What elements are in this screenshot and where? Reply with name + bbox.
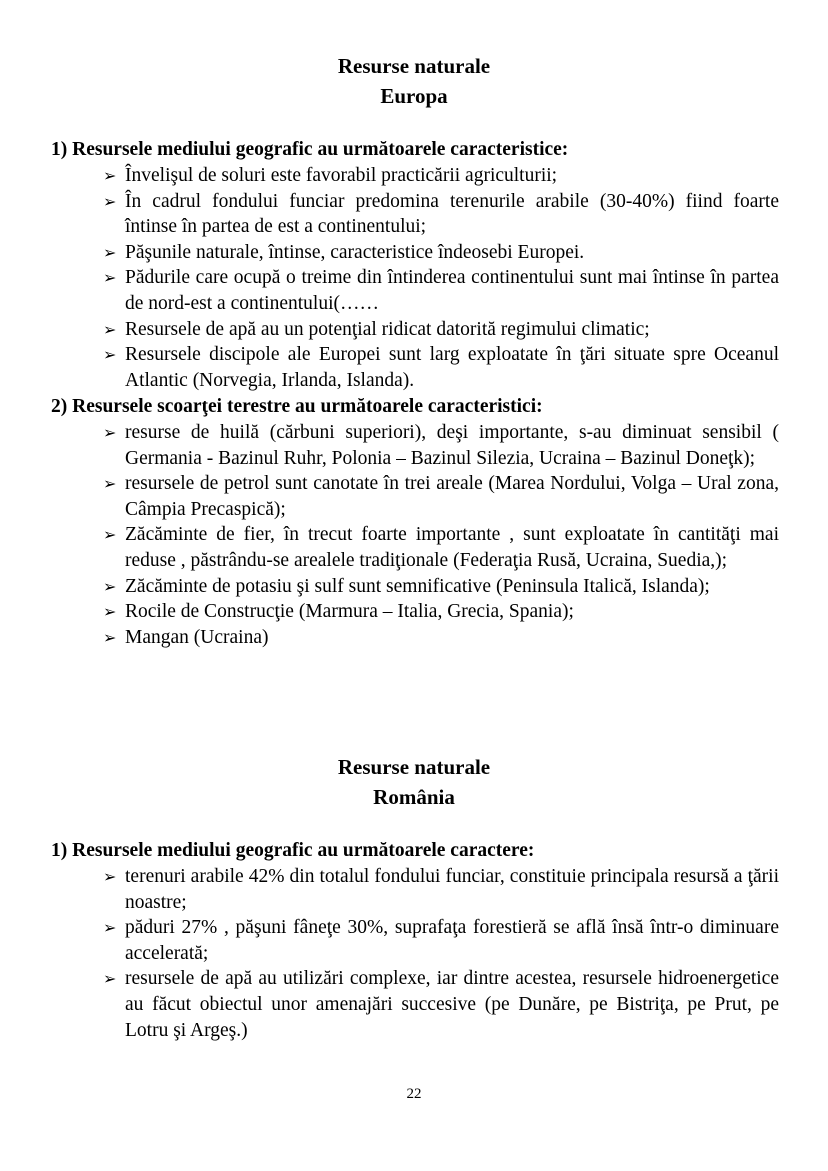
romania-title-block	[0, 752, 828, 812]
bullet-list	[103, 420, 779, 650]
list-item: ➢ Zăcăminte de fier, în trecut foarte importante , sunt exploatate în cantităţi mai reduse , păstrându-se arealele tradiţionale (Federaţia Rusă, Ucraina, Suedia,);	[103, 524, 779, 571]
list-item: ➢ păduri 27% , păşuni fâneţe 30%, suprafaţa forestieră se află însă într-o diminuare accelerată;	[103, 917, 779, 964]
arrow-bullet-icon: ➢	[103, 191, 117, 211]
section-heading: 1) Resursele mediului geografic au următoarele caractere:	[51, 840, 535, 861]
romania-title: Resurse naturale	[337, 755, 491, 779]
arrow-bullet-icon: ➢	[103, 525, 117, 545]
arrow-bullet-icon: ➢	[103, 474, 117, 494]
list-item: ➢ Păşunile naturale, întinse, caracteristice îndeosebi Europei.	[103, 240, 779, 266]
europe-subtitle: Europa	[380, 84, 448, 108]
europe-title: Resurse naturale	[337, 54, 491, 78]
list-item: ➢ În cadrul fondului funciar predomina terenurile arabile (30-40%) fiind foarte întinse în partea de est a continentului;	[103, 190, 779, 238]
arrow-bullet-icon: ➢	[103, 166, 117, 185]
arrow-bullet-icon: ➢	[103, 319, 117, 339]
list-item: ➢ terenuri arabile 42% din totalul fondului funciar, constituie principala resursă a ţării noastre;	[103, 866, 779, 913]
arrow-bullet-icon: ➢	[103, 268, 117, 288]
list-item: ➢ resurse de huilă (cărbuni superiori), deşi importante, s-au diminuat sensibil ( Germania - Bazinul Ruhr, Polonia – Bazinul Silezia, Ucraina – Bazinul Doneţk);	[103, 422, 779, 469]
section-heading: 2) Resursele scoarţei terestre au următoarele caracteristici:	[51, 396, 543, 417]
list-item: ➢ Pădurile care ocupă o treime din întinderea continentului sunt mai întinse în partea de nord-est a continentului(……	[103, 267, 779, 314]
bullet-list	[103, 864, 779, 1043]
list-item: ➢ resursele de apă au utilizări complexe, iar dintre acestea, resursele hidroenergetice au făcut obiectul unor amenajări succesive (pe Dunăre, pe Bistriţa, pe Prut, pe Lotru şi Argeş.)	[103, 968, 779, 1041]
list-item: ➢ Învelişul de soluri este favorabil practicării agriculturii;	[103, 163, 779, 189]
list-item: ➢ resursele de petrol sunt canotate în trei areale (Marea Nordului, Volga – Ural zona, Câmpia Precaspică);	[103, 473, 779, 520]
list-item: ➢ Rocile de Construcţie (Marmura – Italia, Grecia, Spania);	[103, 599, 779, 625]
europe-title-block	[0, 51, 828, 111]
arrow-bullet-icon: ➢	[103, 423, 117, 442]
arrow-bullet-icon: ➢	[103, 918, 117, 938]
bullet-list	[103, 163, 779, 393]
arrow-bullet-icon: ➢	[103, 576, 117, 596]
arrow-bullet-icon: ➢	[103, 345, 117, 365]
list-item: ➢ Resursele discipole ale Europei sunt larg exploatate în ţări situate spre Oceanul Atlantic (Norvegia, Irlanda, Islanda).	[103, 344, 779, 391]
page-number: 22	[406, 1086, 422, 1102]
section-heading: 1) Resursele mediului geografic au următoarele caracteristice:	[51, 139, 569, 160]
romania-subtitle: România	[373, 785, 455, 809]
list-item: ➢ Zăcăminte de potasiu şi sulf sunt semnificative (Peninsula Italică, Islanda);	[103, 574, 779, 600]
list-item: ➢ Mangan (Ucraina)	[103, 625, 779, 651]
arrow-bullet-icon: ➢	[103, 969, 117, 989]
arrow-bullet-icon: ➢	[103, 602, 117, 622]
list-item: ➢ Resursele de apă au un potenţial ridicat datorită regimului climatic;	[103, 317, 779, 343]
arrow-bullet-icon: ➢	[103, 242, 117, 262]
arrow-bullet-icon: ➢	[103, 627, 117, 647]
arrow-bullet-icon: ➢	[103, 867, 117, 886]
